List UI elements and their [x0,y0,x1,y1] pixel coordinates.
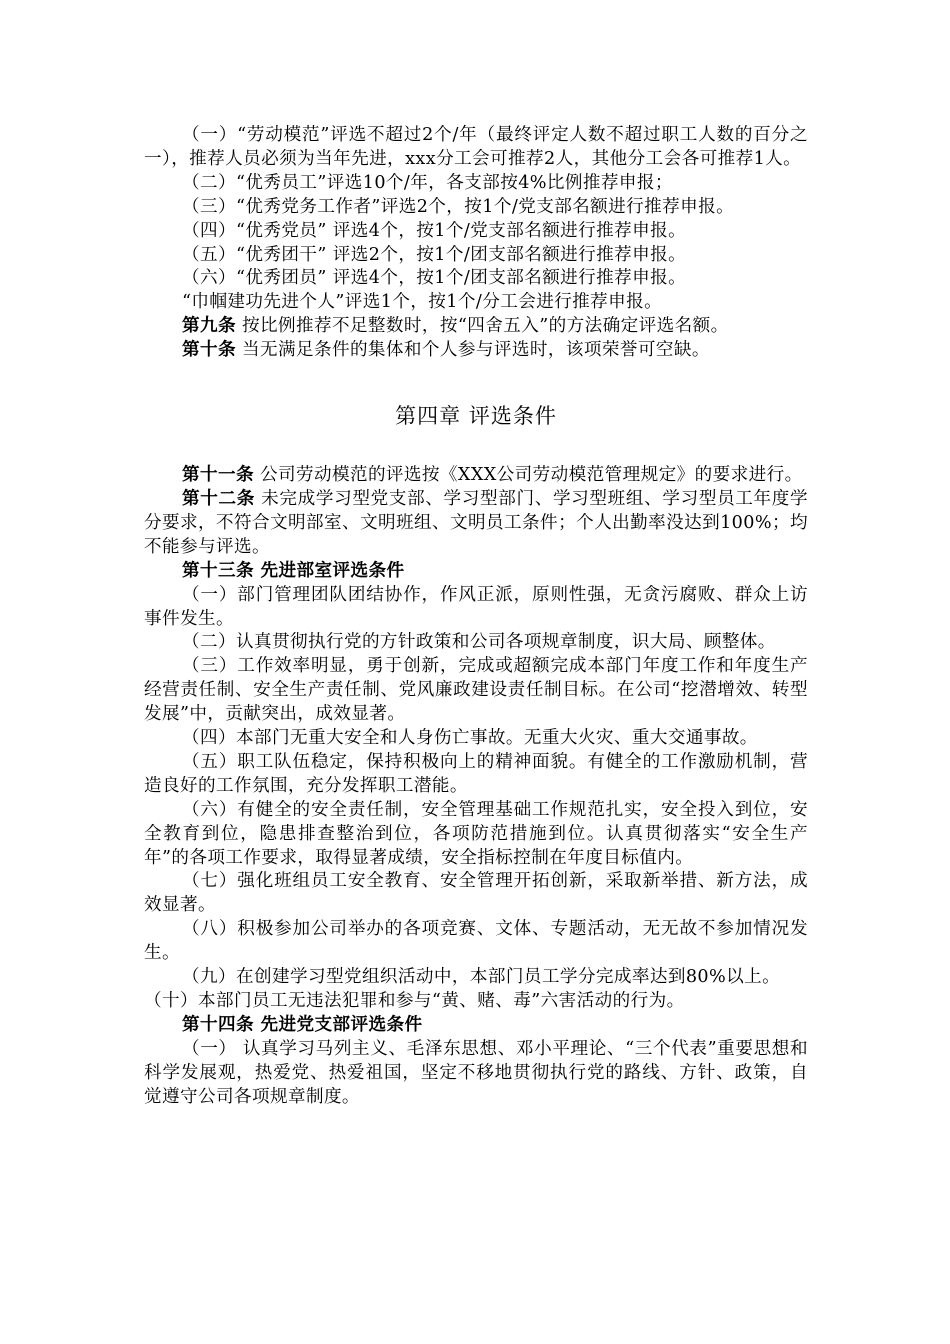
list-item-paragraph [144,1038,808,1110]
list-item-paragraph [144,196,808,220]
section-selection-conditions [144,464,808,1109]
article-paragraph [144,560,808,584]
list-item-paragraph [144,244,808,268]
article-paragraph [144,464,808,488]
paragraph-text: （四）本部门无重大安全和人身伤亡事故。无重大火灾、重大交通事故。 [182,728,758,749]
paragraph-text: （七）强化班组员工安全教育、安全管理开拓创新，采取新举措、新方法，成效显著。 [144,871,808,916]
paragraph-text: （三）工作效率明显，勇于创新，完成或超额完成本部门年度工作和年度生产经营责任制、安全生产责任制、党风廉政建设责任制目标。在公司“挖潜增效、转型发展”中，贡献突出，成效显著。 [144,656,808,725]
article-label: 第十一条 [182,465,254,486]
paragraph-text: （五）职工队伍稳定，保持积极向上的精神面貌。有健全的工作激励机制，营造良好的工作氛围，充分发挥职工潜能。 [144,751,808,796]
paragraph-text: （九）在创建学习型党组织活动中，本部门员工学分完成率达到80%以上。 [182,967,781,988]
paragraph-text: （五）“优秀团干” 评选2个，按1个/团支部名额进行推荐申报。 [182,244,687,265]
document-body [144,124,808,1110]
paragraph-text: 当无满足条件的集体和个人参与评选时，该项荣誉可空缺。 [235,340,710,361]
paragraph-text: “巾帼建功先进个人”评选1个，按1个/分工会进行推荐申报。 [182,292,663,313]
article-label: 第十二条 [182,488,255,509]
list-item-paragraph [144,727,808,751]
list-item-paragraph [144,655,808,727]
paragraph-text: （二）“优秀员工”评选10个/年，各支部按4%比例推荐申报； [182,172,673,193]
article-label: 第十三条 先进部室评选条件 [182,560,405,581]
list-item-paragraph [144,870,808,918]
list-item-paragraph [144,631,808,655]
list-item-paragraph [144,172,808,196]
article-paragraph [144,339,808,363]
list-item-paragraph [144,124,808,172]
chapter-title: 第四章 评选条件 [395,404,557,429]
article-label: 第十四条 先进党支部评选条件 [182,1014,423,1035]
paragraph-text: （一）部门管理团队团结协作，作风正派，原则性强，无贪污腐败、群众上访事件发生。 [144,584,808,629]
paragraph-text: （一）“劳动模范”评选不超过2个/年（最终评定人数不超过职工人数的百分之一），推荐人员必须为当年先进，xxx分工会可推荐2人，其他分工会各可推荐1人。 [144,125,808,169]
list-item-paragraph [144,267,808,291]
paragraph-text: （八）积极参加公司举办的各项竞赛、文体、专题活动，无无故不参加情况发生。 [144,919,808,964]
paragraph-text: （三）“优秀党务工作者”评选2个，按1个/党支部名额进行推荐申报。 [182,196,735,217]
list-item-paragraph [144,220,808,244]
article-paragraph [144,1014,808,1038]
paragraph-text: （十）本部门员工无违法犯罪和参与“黄、赌、毒”六害活动的行为。 [144,991,685,1011]
list-item-paragraph [144,584,808,632]
paragraph-text: 按比例推荐不足整数时，按“四舍五入”的方法确定评选名额。 [235,316,729,337]
paragraph-text: （二）认真贯彻执行党的方针政策和公司各项规章制度，识大局、顾整体。 [182,632,776,653]
list-item-paragraph [144,291,808,315]
paragraph-text: （四）“优秀党员” 评选4个，按1个/党支部名额进行推荐申报。 [182,220,687,241]
paragraph-text: 公司劳动模范的评选按《XXX公司劳动模范管理规定》的要求进行。 [253,465,803,486]
list-item-paragraph [144,990,808,1014]
paragraph-text: （一） 认真学习马列主义、毛泽东思想、邓小平理论、“三个代表”重要思想和科学发展观，热爱党、热爱祖国，坚定不移地贯彻执行党的路线、方针、政策，自觉遵守公司各项规章制度。 [144,1038,808,1107]
article-label: 第十条 [182,340,236,361]
paragraph-text: （六）“优秀团员” 评选4个，按1个/团支部名额进行推荐申报。 [182,268,687,289]
article-paragraph [144,488,808,560]
article-paragraph [144,315,808,339]
paragraph-text: 未完成学习型党支部、学习型部门、学习型班组、学习型员工年度学分要求，不符合文明部室、文明班组、文明员工条件；个人出勤率没达到100%；均不能参与评选。 [144,488,808,557]
paragraph-text: （六）有健全的安全责任制，安全管理基础工作规范扎实，安全投入到位，安全教育到位，隐患排查整治到位，各项防范措施到位。认真贯彻落实“安全生产年”的各项工作要求，取得显著成绩，安全指标控制在年度目标值内。 [144,799,808,868]
section-quota-rules [144,124,808,363]
list-item-paragraph [144,918,808,966]
list-item-paragraph [144,751,808,799]
article-label: 第九条 [182,316,236,337]
list-item-paragraph [144,799,808,871]
list-item-paragraph [144,966,808,990]
